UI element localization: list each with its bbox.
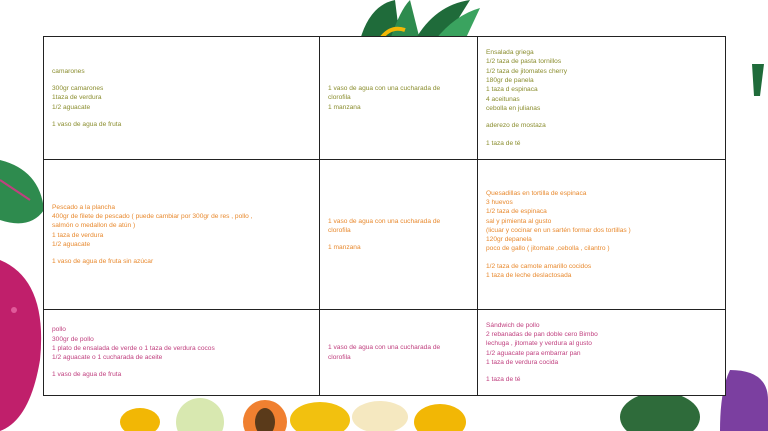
cell-line: clorofila [328,353,351,361]
cell-line: 1/2 taza de camote amarillo cocidos [486,262,592,270]
cell-line: cebolla en julianas [486,104,541,112]
lunch-cell-3 [44,310,320,396]
drink-cell-3 [320,310,478,396]
cell-line: 1/2 taza de jitomates cherry [486,67,567,75]
cell-line: Ensalada griega [486,49,534,57]
cell-line: 1 taza de verdura cocida [486,358,559,366]
cell-line: 1 taza de té [486,139,521,147]
meal-row-1 [44,37,726,160]
cell-line: Quesadillas en tortilla de espinaca [486,189,587,197]
cell-line: 1/2 aguacate [52,103,91,111]
cell-line: 1 taza d espinaca [486,86,538,94]
cell-line: 1 taza de verdura [52,231,104,239]
cell-line: camarones [52,67,85,75]
cell-line: 1 vaso de agua de fruta [52,371,122,379]
cell-line: 1 taza de leche deslactosada [486,272,572,280]
drink-cell-1 [320,37,478,160]
cell-line: 120gr depanela [486,236,532,244]
cell-line: poco de gallo ( jitomate ,cebolla , cilantro ) [486,245,610,253]
beet-illustration [0,160,48,431]
meal-row-2 [44,160,726,310]
leaf-illustration [748,60,768,100]
cell-line: Pescado a la plancha [52,203,116,211]
cell-line: aderezo de mostaza [486,122,546,130]
lunch-cell-1 [44,37,320,160]
meal-plan-table [43,36,726,396]
cell-line: salmón o medallon de atún ) [52,222,136,230]
cell-line: 3 huevos [486,198,513,206]
lunch-cell-2 [44,160,320,310]
cell-line: clorofila [328,226,351,234]
cell-line: 1 vaso de agua con una cucharada de [328,344,441,352]
drink-cell-2 [320,160,478,310]
cell-line: 1/2 aguacate o 1 cucharada de aceite [52,354,163,362]
cell-line: 4 aceitunas [486,95,520,103]
eggplant-illustration [720,370,768,431]
cell-line: 400gr de filete de pescado ( puede cambiar por 300gr de res , pollo , [52,212,253,220]
cell-line: clorofila [328,94,351,102]
cell-line: 180gr de panela [486,77,534,85]
dinner-cell-1 [478,37,726,160]
vegetables-illustration [120,392,720,431]
meal-row-3 [44,310,726,396]
cell-line: (licuar y cocinar en un sartén formar dos tortillas ) [486,226,631,234]
cell-line: 1 vaso de agua con una cucharada de [328,217,441,225]
cell-line: 1 manzana [328,244,361,252]
cell-line: 1/2 aguacate para embarrar pan [486,349,581,357]
cell-line: 2 rebanadas de pan doble cero Bimbo [486,330,598,338]
cell-line: 1 vaso de agua de fruta [52,120,122,128]
pineapple-illustration [340,0,480,40]
cell-line: pollo [52,326,66,334]
cell-line: 1/2 taza de pasta tornillos [486,58,562,66]
cell-line: sal y pimienta al gusto [486,217,552,225]
dinner-cell-2 [478,160,726,310]
cell-line: lechuga , jitomate y verdura al gusto [486,340,592,348]
cell-line: 1taza de verdura [52,94,102,102]
cell-line: Sándwich de pollo [486,321,540,329]
cell-line: 1 taza de té [486,376,521,384]
cell-line: 1/2 taza de espinaca [486,208,547,216]
cell-line: 1 vaso de agua de fruta sin azúcar [52,258,154,266]
cell-line: 1 manzana [328,103,361,111]
cell-line: 1 vaso de agua con una cucharada de [328,85,441,93]
cell-line: 300gr de pollo [52,335,94,343]
cell-line: 1 plato de ensalada de verde o 1 taza de verdura cocos [52,344,215,352]
cell-line: 300gr camarones [52,85,104,93]
dinner-cell-3 [478,310,726,396]
cell-line: 1/2 aguacate [52,240,91,248]
